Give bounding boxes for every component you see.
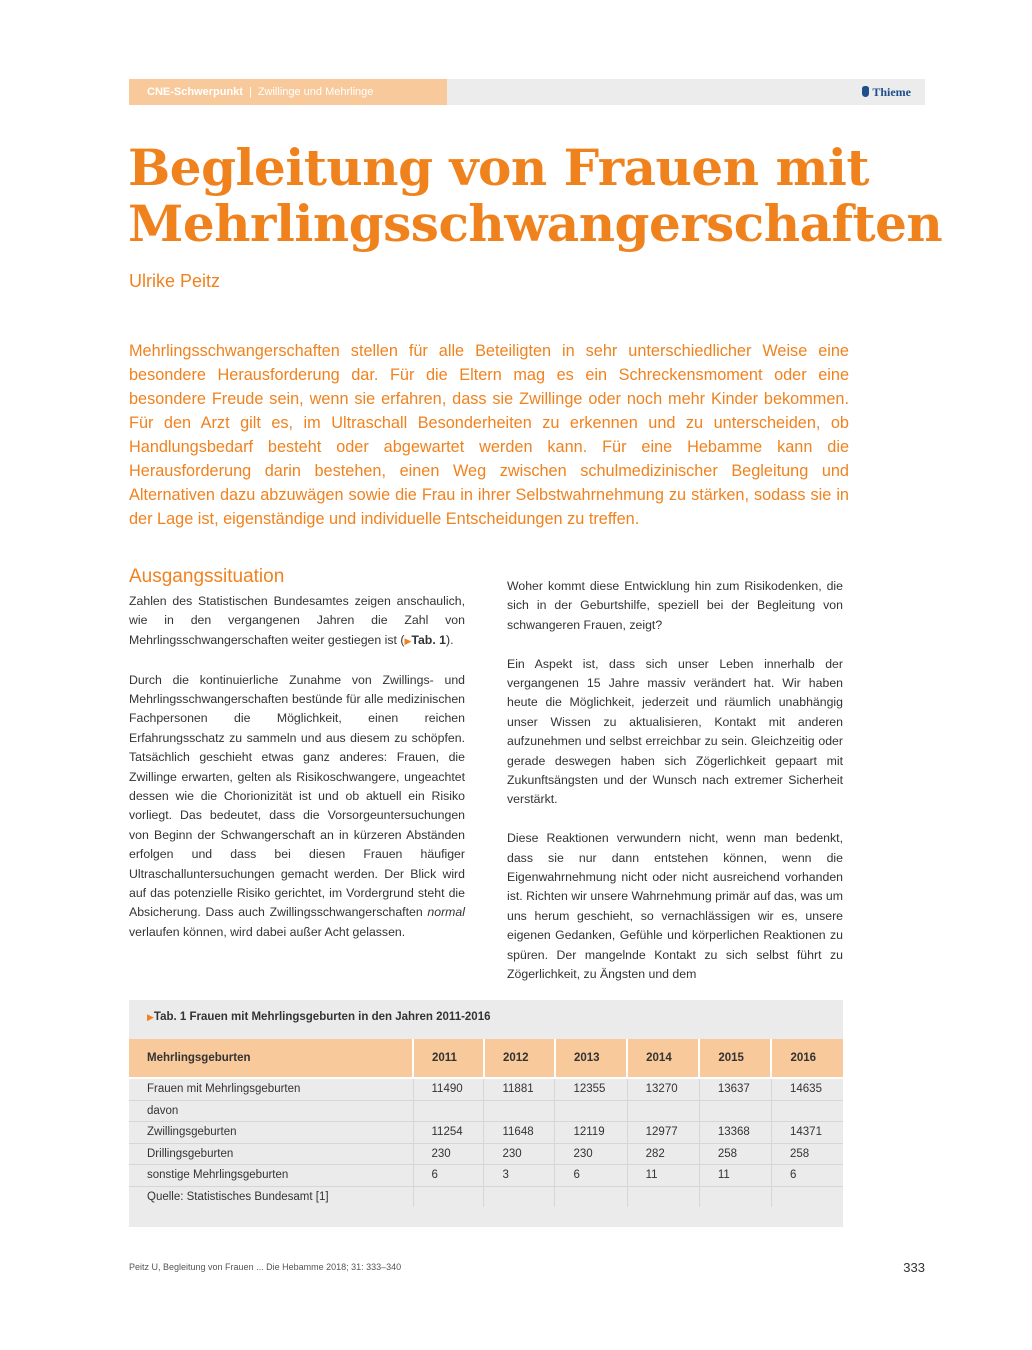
table-cell: 14371 xyxy=(771,1122,843,1144)
table-cell xyxy=(699,1186,771,1207)
table-cell: 230 xyxy=(555,1143,627,1165)
table-header-cell: 2014 xyxy=(627,1039,699,1077)
triangle-right-icon: ▶ xyxy=(147,1012,154,1022)
table-header-cell: 2011 xyxy=(413,1039,484,1077)
section-heading: Ausgangssituation xyxy=(129,566,285,587)
table-header-cell: 2013 xyxy=(555,1039,627,1077)
triangle-right-icon: ▶ xyxy=(404,635,412,646)
table-cell: 14635 xyxy=(789,1083,822,1096)
paragraph: Woher kommt diese Entwicklung hin zum Risikodenken, die sich in der Geburtshilfe, speziell bei der Begleitung von schwangeren Frauen, zeigt? xyxy=(507,579,843,632)
table-source-cell: Quelle: Statistisches Bundesamt [1] xyxy=(129,1186,413,1207)
author-name: Ulrike Peitz xyxy=(129,271,221,291)
thieme-logo-icon xyxy=(862,86,869,97)
table-cell xyxy=(627,1186,699,1207)
data-table-box xyxy=(129,1000,843,1227)
table-cell: 11490 xyxy=(413,1079,484,1100)
header-separator: | xyxy=(248,86,252,98)
table-cell: sonstige Mehrlingsgeburten xyxy=(129,1165,413,1187)
table-cell: 11 xyxy=(627,1165,699,1187)
table-cell: 230 xyxy=(484,1143,555,1165)
title-line-2: Mehrlingsschwangerschaften xyxy=(128,194,943,253)
table-cell xyxy=(771,1186,843,1207)
table-cell: 6 xyxy=(555,1165,627,1187)
table-header-row xyxy=(129,1039,843,1077)
table-header-cell: 2015 xyxy=(699,1039,771,1077)
table-cell: 258 xyxy=(771,1143,843,1165)
table-cell xyxy=(484,1100,555,1122)
table-cell: 12977 xyxy=(627,1122,699,1144)
table-cell: 6 xyxy=(771,1165,843,1187)
table-cell: 230 xyxy=(413,1143,484,1165)
table-cell: 11254 xyxy=(413,1122,484,1144)
table-cell xyxy=(699,1100,771,1122)
data-table xyxy=(129,1039,843,1207)
table-row xyxy=(129,1143,843,1165)
table-cell: davon xyxy=(129,1100,413,1122)
table-cell: 258 xyxy=(699,1143,771,1165)
table-header-cell: Mehrlingsgeburten xyxy=(129,1039,413,1077)
publisher-logo xyxy=(862,79,911,105)
article-title xyxy=(128,140,948,252)
table-cell: 6 xyxy=(413,1165,484,1187)
header-text xyxy=(147,79,373,105)
table-cell: Drillingsgeburten xyxy=(129,1143,413,1165)
footer-citation: Peitz U, Begleitung von Frauen ... Die Hebamme 2018; 31: 333–340 xyxy=(129,1262,402,1272)
header-section-tag xyxy=(129,79,447,105)
paragraph-text-end: verlaufen können, wird dabei außer Acht gelassen. xyxy=(129,924,406,939)
table-cell: 11 xyxy=(699,1165,771,1187)
page-number: 333 xyxy=(903,1260,925,1275)
table-cell: 13270 xyxy=(627,1079,699,1100)
table-caption-text: Tab. 1 Frauen mit Mehrlingsgeburten in den Jahren 2011-2016 xyxy=(153,1011,491,1023)
paragraph-text-end: ). xyxy=(446,632,454,647)
right-column xyxy=(507,577,843,1004)
paragraph: Diese Reaktionen verwundern nicht, wenn man bedenkt, dass sie nur dann entstehen können, wenn die Eigenwahrnehmung nicht oder nicht ausreichend vorhanden ist. Richten wir unsere Wahrnehmung primär auf das, was um uns herum geschieht, so vernachlässigen wir es, unsere eigenen Gedanken, Gefühle und körperlichen Reaktionen zu spüren. Der mangelnde Kontakt zu sich selbst führt zu Zögerlichkeit, zu Ängsten und dem xyxy=(507,831,843,982)
table-cell: 13637 xyxy=(699,1079,771,1100)
paragraph-text: Durch die kontinuierliche Zunahme von Zwillings- und Mehrlingsschwangerschaften bestünde für alle medizinischen Fachpersonen die Möglichkeit, einen reichen Erfahrungsschatz zu sammeln und aus diesem zu schöpfen. Tatsächlich geschieht etwas ganz anderes: Frauen, die Zwillinge erwarten, gelten als Risikoschwangere, ungeachtet dessen wie die Chorionizität ist und ob aktuell ein Risiko vorliegt. Das bedeutet, dass die Vorsorgeuntersuchungen von Beginn der Schwangerschaft an in kürzeren Abständen erfolgen und dass bei diesen Frauen häufiger Ultraschalluntersuchungen gemacht werden. Der Blick wird auf das potenzielle Risiko gerichtet, im Vordergrund steht die Absicherung. Dass auch Zwillingsschwangerschaften xyxy=(129,672,465,920)
paragraph xyxy=(129,671,465,943)
table-cell: Zwillingsgeburten xyxy=(129,1122,413,1144)
table-cell: Frauen mit Mehrlingsgeburten xyxy=(129,1079,413,1100)
table-cell xyxy=(771,1100,843,1122)
logo-text: Thieme xyxy=(872,85,911,99)
table-cell xyxy=(413,1186,484,1207)
table-cell: 13368 xyxy=(699,1122,771,1144)
table-cell xyxy=(555,1100,627,1122)
table-row xyxy=(129,1122,843,1144)
table-cell: 11881 xyxy=(484,1079,555,1100)
table-caption xyxy=(147,1011,491,1023)
emphasis-text: normal xyxy=(427,905,465,920)
table-cell xyxy=(484,1186,555,1207)
table-cell: 3 xyxy=(484,1165,555,1187)
table-cell xyxy=(413,1100,484,1122)
header-topic: Zwillinge und Mehrlinge xyxy=(257,86,374,98)
table-row xyxy=(129,1100,843,1122)
table-cell xyxy=(555,1186,627,1207)
paragraph-text: Zahlen des Statistischen Bundesamtes zeigen anschaulich, wie in den vergangenen Jahren die Zahl von Mehrlingsschwangerschaften weiter gestiegen ist ( xyxy=(129,594,465,647)
table-cell: 12119 xyxy=(555,1122,627,1144)
table-cell: 11648 xyxy=(484,1122,555,1144)
title-line-1: Begleitung von Frauen mit xyxy=(128,138,869,197)
table-row xyxy=(129,1186,843,1207)
left-column xyxy=(129,566,465,962)
table-header-cell: 2012 xyxy=(484,1039,555,1077)
article-abstract: Mehrlingsschwangerschaften stellen für alle Beteiligten in sehr unterschiedlicher Weise eine besondere Herausforderung dar. Für die Eltern mag es ein Schreckensmoment oder eine besondere Freude sein, wenn sie erfahren, dass sie Zwillinge oder noch mehr Kinder bekommen. Für den Arzt gilt es, im Ultraschall Besonderheiten zu erkennen und zu unterscheiden, ob Handlungsbedarf besteht oder abgewartet werden kann. Für eine Hebamme kann die Herausforderung darin bestehen, einen Weg zwischen schulmedizinischer Begleitung und Alternativen dazu abzuwägen sowie die Frau in ihrer Selbstwahrnehmung zu stärken, sodass sie in der Lage ist, eigenständige und individuelle Entscheidungen zu treffen. xyxy=(129,342,849,528)
header-section: CNE-Schwerpunkt xyxy=(147,86,243,98)
table-row xyxy=(129,1165,843,1187)
table-reference-link[interactable]: Tab. 1 xyxy=(411,632,446,647)
header-bar xyxy=(129,79,925,105)
paragraph xyxy=(129,592,465,651)
table-cell xyxy=(627,1100,699,1122)
table-row xyxy=(129,1079,843,1100)
paragraph: Ein Aspekt ist, dass sich unser Leben innerhalb der vergangenen 15 Jahre massiv verändert hat. Wir haben heute die Möglichkeit, jederzeit und räumlich unabhängig unser Wissen zu aktualisieren, Kontakt mit anderen aufzunehmen und selbst erreichbar zu sein. Gleichzeitig oder gerade deswegen haben sich Zögerlichkeit gepaart mit Zukunftsängsten und der Wunsch nach extremer Sicherheit verstärkt. xyxy=(507,656,843,807)
table-cell: 12355 xyxy=(555,1079,627,1100)
table-cell: 282 xyxy=(627,1143,699,1165)
table-header-cell: 2016 xyxy=(771,1039,843,1077)
